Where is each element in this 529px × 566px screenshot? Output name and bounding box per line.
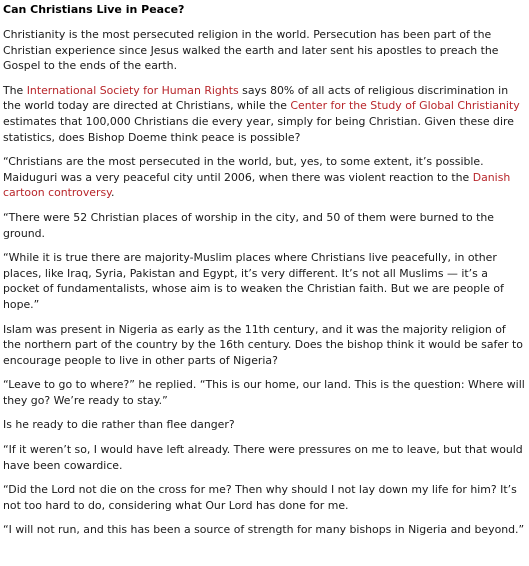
paragraph-pressures: “If it weren’t so, I would have left already. There were pressures on me to leave, but that would have been cowardice.	[3, 443, 523, 472]
link-center-for-study-of-global-christianity[interactable]: Center for the Study of Global Christianity	[290, 99, 520, 113]
maiduguri-text-post: .	[111, 186, 115, 200]
statistics-text-post: estimates that 100,000 Christians die every year, simply for being Christian. Given these dire statistics, does Bishop Doeme think peace is possible?	[3, 114, 514, 144]
paragraph-places-of-worship: “There were 52 Christian places of worship in the city, and 50 of them were burned to the ground.	[3, 210, 494, 240]
maiduguri-text-pre: “Christians are the most persecuted in the world, but, yes, to some extent, it’s possible. Maiduguri was a very peaceful city until 2006, when there was violent reaction to the	[3, 155, 484, 184]
paragraph-intro: Christianity is the most persecuted religion in the world. Persecution has been part of the Christian experience since Jesus walked the earth and later sent his apostles to preach the Gospel to the ends of the earth.	[3, 28, 499, 73]
article-title: Can Christians Live in Peace?	[3, 3, 185, 16]
link-international-society-for-human-rights[interactable]: International Society for Human Rights	[26, 83, 239, 97]
paragraph-will-not-run: “I will not run, and this has been a source of strength for many bishops in Nigeria and beyond.”	[3, 523, 525, 537]
paragraph-lord-on-cross: “Did the Lord not die on the cross for me? Then why should I not lay down my life for him? It’s not too hard to do, considering what Our Lord has done for me.	[3, 483, 517, 512]
paragraph-ready-to-die: Is he ready to die rather than flee danger?	[3, 418, 235, 432]
paragraph-leave-to-go-where: “Leave to go to where?” he replied. “This is our home, our land. This is the question: Where will they go? We’re ready to stay.”	[3, 378, 525, 407]
paragraph-maiduguri	[3, 154, 525, 201]
paragraph-statistics	[3, 83, 525, 145]
statistics-text-mid: says 80% of all acts of religious discrimination in the world today are directed at Christians, while the	[3, 83, 509, 113]
link-danish-cartoon-controversy[interactable]: Danish cartoon controversy	[3, 170, 511, 200]
statistics-text-pre: The	[3, 83, 27, 97]
paragraph-islam-in-nigeria: Islam was present in Nigeria as early as the 11th century, and it was the majority religion of the northern part of the country by the 16th century. Does the bishop think it would be safer to encourage people to live in other parts of Nigeria?	[3, 322, 523, 367]
paragraph-majority-muslim: “While it is true there are majority-Muslim places where Christians live peacefully, in other places, like Iraq, Syria, Pakistan and Egypt, it’s very different. It’s not all Muslims — it’s a pocket of fundamentalists, whose aim is to weaken the Christian faith. But we are people of hope.”	[3, 251, 504, 311]
